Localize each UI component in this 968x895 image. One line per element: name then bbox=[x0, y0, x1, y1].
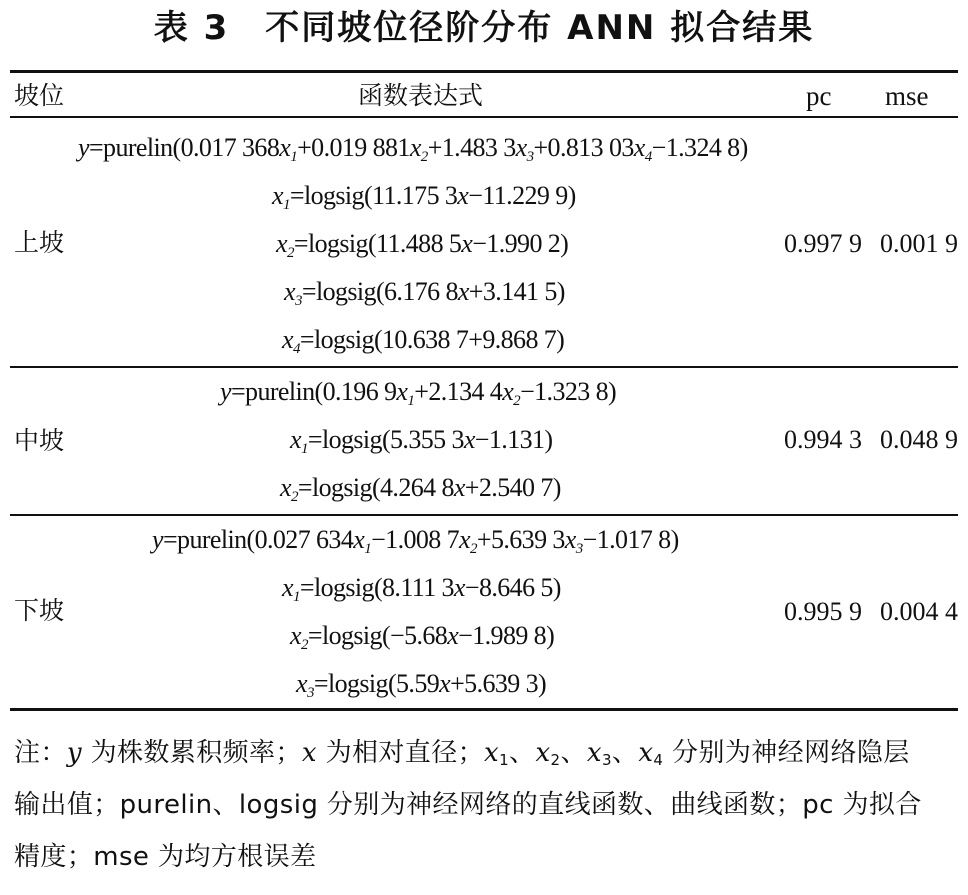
header-expression: 函数表达式 bbox=[358, 81, 484, 110]
formula-line: y=purelin(0.027 $634x_1-1.008$ $7x_2+5.639$ $3x_3-1.017$ 8) bbox=[152, 525, 679, 557]
header-rule bbox=[10, 116, 958, 118]
formula-line: $x_1=logsig(8.111$ 3x−8.646 5) bbox=[282, 573, 561, 605]
table-title: 表 3 不同坡位径阶分布 ANN 拟合结果 bbox=[153, 8, 815, 48]
formula-line: $x_2=logsig(-5.68x-1.989$ 8) bbox=[290, 621, 555, 653]
formula-line: $x_3=logsig(5.59x+5.639$ 3) bbox=[296, 669, 547, 701]
top-rule bbox=[10, 70, 958, 73]
formula-line: $x_4=logsig(10.638$ 7+9.868 7) bbox=[282, 325, 565, 357]
bottom-rule bbox=[10, 708, 958, 711]
header-mse: mse bbox=[885, 81, 929, 111]
header-pc: pc bbox=[806, 81, 832, 111]
position-middle: 中坡 bbox=[14, 426, 65, 455]
pc-value: 0.995 9 bbox=[784, 597, 862, 626]
header-position: 坡位 bbox=[14, 81, 65, 110]
mse-value: 0.001 9 bbox=[880, 229, 958, 258]
table-note-line: 注：y 为株数累积频率；x 为相对直径；$x_1$、$x_2$、$x_3$、$x_4$ 分别为神经网络隐层 bbox=[14, 738, 910, 769]
formula-line: $x_2=logsig(11.488$ 5x−1.990 2) bbox=[276, 229, 569, 261]
position-upper: 上坡 bbox=[14, 228, 65, 257]
formula-line: $x_3=logsig(6.176$ 8x+3.141 5) bbox=[284, 277, 565, 309]
pc-value: 0.997 9 bbox=[784, 229, 862, 258]
formula-line: y=purelin(0.017 $368x_1+0.019$ $881x_2+1.483$ $3x_3+0.813$ $03x_4-1.324$ 8) bbox=[78, 133, 748, 165]
formula-line: $x_2=logsig(4.264$ 8x+2.540 7) bbox=[280, 473, 561, 505]
position-lower: 下坡 bbox=[14, 596, 65, 625]
row-rule bbox=[10, 366, 958, 368]
formula-line: $x_1=logsig(11.175$ 3x−11.229 9) bbox=[272, 181, 576, 213]
table-note-line: 精度；mse 为均方根误差 bbox=[14, 842, 317, 872]
pc-value: 0.994 3 bbox=[784, 425, 862, 454]
formula-line: y=purelin(0.196 $9x_1+2.134$ $4x_2-1.323$ 8) bbox=[220, 377, 617, 409]
mse-value: 0.048 9 bbox=[880, 425, 958, 454]
row-rule bbox=[10, 514, 958, 516]
mse-value: 0.004 4 bbox=[880, 597, 958, 626]
formula-line: $x_1=logsig(5.355$ 3x−1.131) bbox=[290, 425, 553, 457]
table-note-line: 输出值；purelin、logsig 分别为神经网络的直线函数、曲线函数；pc 为拟合 bbox=[14, 790, 922, 820]
